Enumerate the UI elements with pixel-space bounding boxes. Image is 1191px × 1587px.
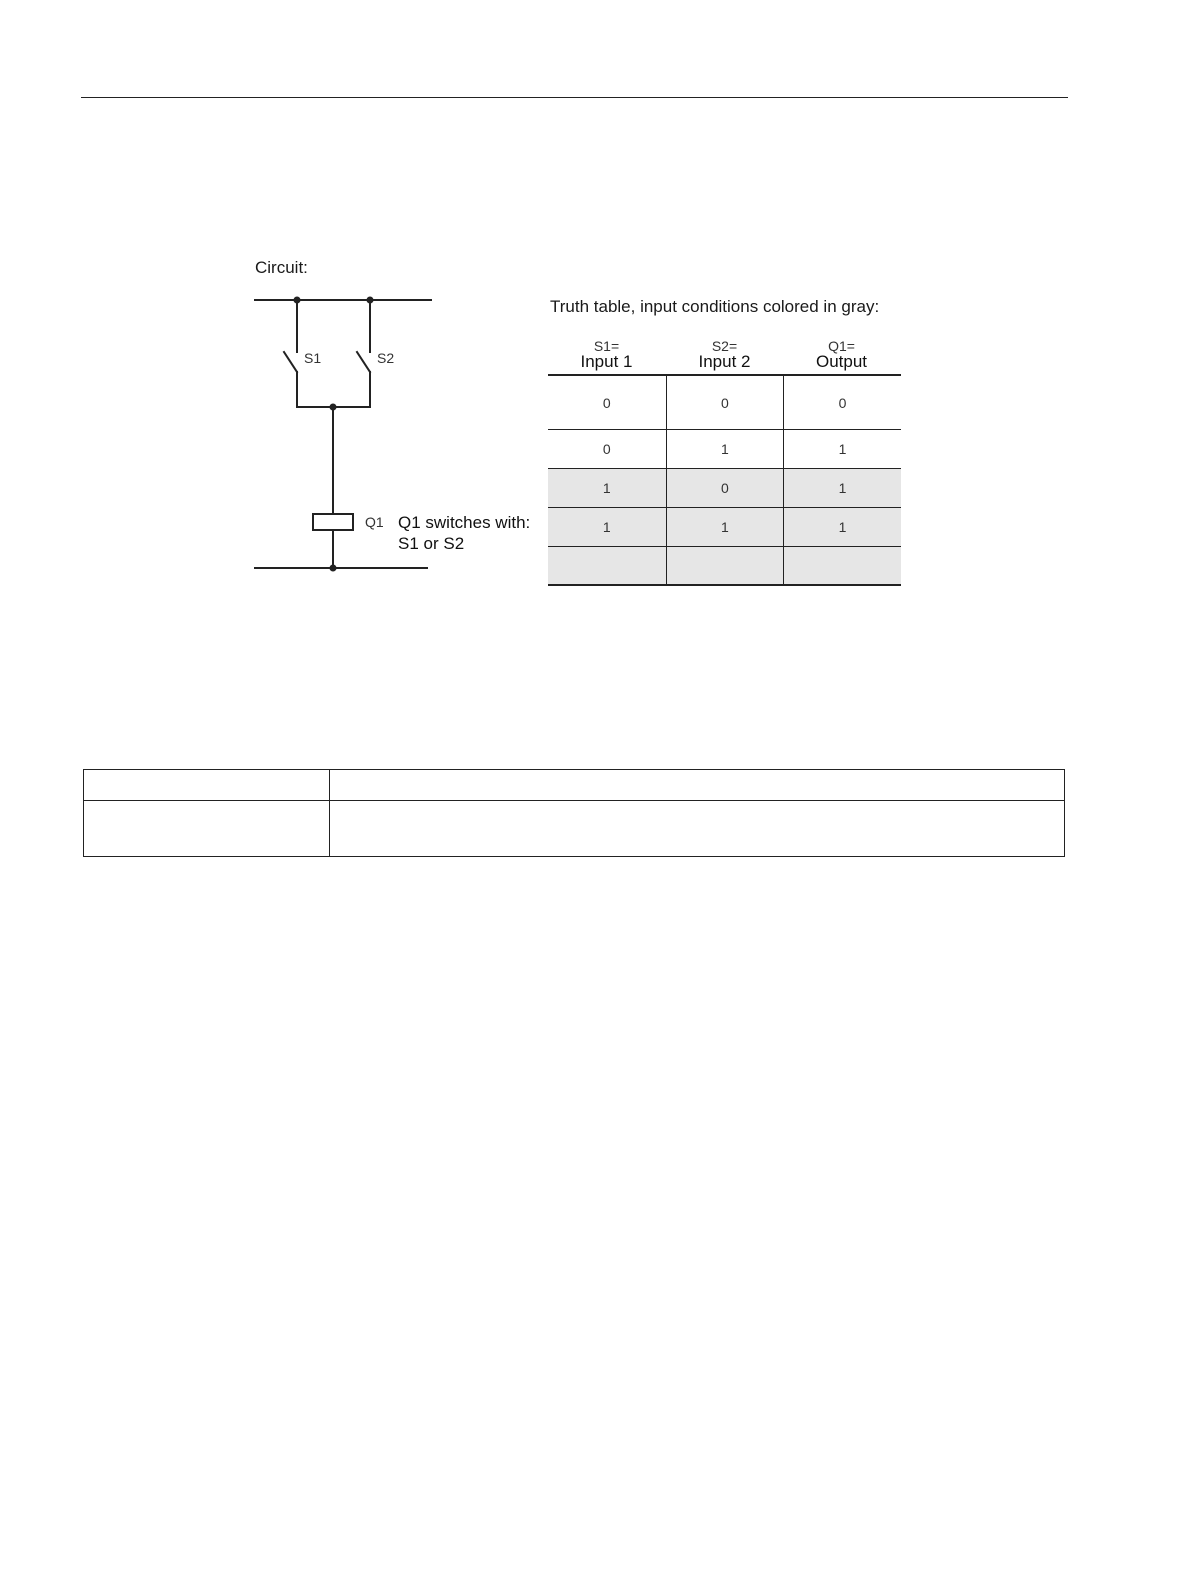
truth-table-cell: 0 [666, 376, 784, 429]
truth-table-cell: 1 [666, 508, 784, 546]
truth-table-cell [783, 547, 901, 584]
relay-label-q1: Q1 [365, 514, 384, 530]
truth-table-cell [666, 547, 784, 584]
column-header-input-1 [548, 339, 665, 370]
truth-table-cell: 1 [548, 508, 666, 546]
truth-table-cell: 1 [666, 430, 784, 468]
junction-dot [330, 404, 337, 411]
truth-table-cell: 0 [783, 376, 901, 429]
truth-table-cell: 1 [548, 469, 666, 507]
circuit-note-line2: S1 or S2 [398, 534, 465, 553]
column-symbol: Q1= [828, 338, 855, 354]
info-table [83, 769, 1065, 857]
truth-table-cell: 0 [602, 394, 611, 411]
table-cell [330, 770, 1065, 801]
column-label: Input 1 [580, 352, 633, 371]
column-symbol: S2= [711, 338, 738, 354]
circuit-title: Circuit: [255, 258, 308, 277]
switch-label-s1: S1 [304, 350, 322, 366]
column-header-output [783, 339, 900, 370]
table-cell [84, 770, 330, 801]
truth-table-row [548, 508, 901, 547]
truth-table-cell: 1 [783, 430, 901, 468]
truth-table-cell: 0 [602, 441, 611, 457]
column-symbol: S1= [593, 338, 620, 354]
table-cell [330, 801, 1065, 857]
switch-label-s2: S2 [377, 350, 395, 366]
junction-dot [367, 297, 374, 304]
truth-table-row [548, 547, 901, 586]
relay-coil [313, 514, 353, 530]
table-cell [84, 801, 330, 857]
s1-switch-blade [284, 352, 297, 372]
truth-table-cell: 1 [783, 508, 901, 546]
circuit-note-line1: Q1 switches with: [398, 513, 531, 532]
column-header-input-2 [666, 339, 783, 370]
column-label: Input 2 [698, 352, 751, 371]
truth-table-cell: 0 [666, 469, 784, 507]
truth-table-cell [548, 547, 666, 584]
table-row [84, 801, 1065, 857]
truth-table-row [548, 469, 901, 508]
truth-table [548, 374, 901, 586]
truth-table-row [548, 374, 901, 430]
junction-dot [294, 297, 301, 304]
junction-dot [330, 565, 337, 572]
truth-table-row [548, 430, 901, 469]
column-label: Output [815, 352, 868, 371]
table-row [84, 770, 1065, 801]
truth-table-caption: Truth table, input conditions colored in gray: [550, 297, 880, 316]
truth-table-cell: 1 [783, 469, 901, 507]
s2-switch-blade [357, 352, 370, 372]
